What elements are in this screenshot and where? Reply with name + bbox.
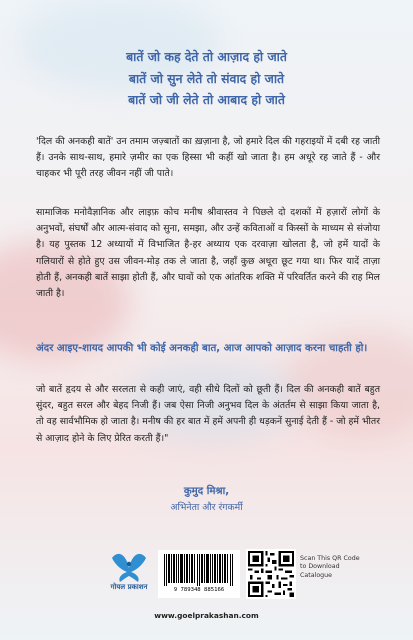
reviewer-credit [0,483,413,516]
poem-block [0,46,413,111]
isbn-barcode [158,550,240,598]
publisher-logo-text: गोयल प्रकाशन [110,583,148,591]
reviewer-name: कुमुद मिश्रा, [183,486,230,497]
isbn-digits: 9 789348 885166 [173,587,225,593]
qr-pattern [248,551,294,597]
poem-line: बातें जो जी लेते तो आबाद हो जाते [128,92,285,107]
poem-line: बातें जो सुन लेते तो संवाद हो जाते [128,70,285,86]
review-quote: जो बातें हृदय से और सरलता से कही जाएं, वही सीधे दिलों को छूती हैं। दिल की अनकही बातें बहुत सुंदर, बहुत सरल और बेहद निजी हैं। जब ऐसा निजी अनुभव दिल के अंतर्तम से साझा किया जाता है, तो वह सार्वभौमिक हो जाता है। मनीष की हर बात में हमें अपनी ही धड़कनें सुनाई देती हैं - जो हमें भीतर से आज़ाद होने के लिए प्रेरित करती हैं।" [36,384,380,444]
qr-code[interactable] [246,549,296,599]
intro-paragraph: 'दिल की अनकही बातें' उन तमाम जज़्बातों का ख़ज़ाना है, जो हमारे दिल की गहराइयों में दबी रह जाती हैं। उनके साथ-साथ, हमारे ज़मीर का एक हिस्सा भी कहीं खो जाता है। हम अधूरे रह जाते हैं - और चाहकर भी पूरी तरह जीवन नहीं जी पाते। [36,136,380,180]
poem-line: बातें जो कह देते तो आज़ाद हो जाते [126,49,287,64]
qr-caption: Scan This QR Code to Download Catalogue [300,555,360,579]
invite-paragraph: अंदर आइए-शायद आपकी भी कोई अनकही बात, आज आपको आज़ाद करना चाहती हो। [36,343,368,354]
publisher-website[interactable]: www.goelprakashan.com [154,611,259,620]
barcode-bars [164,554,234,586]
reviewer-role: अभिनेता और रंगकर्मी [170,502,243,513]
about-paragraph: सामाजिक मनोवैज्ञानिक और लाइफ़ कोच मनीष श्रीवास्तव ने पिछले दो दशकों में हज़ारों लोगों के अनुभवों, संघर्षों और आत्म-संवाद को सुना, समझा, और उन्हें कविताओं व किस्सों के माध्यम से संजोया है। यह पुस्तक 12 अध्यायों में विभाजित है-हर अध्याय एक दरवाज़ा खोलता है, जो हमें यादों के गलियारों से होते हुए उस जीवन-मोड़ तक ले जाता है, जहाँ कुछ अधूरा छूट गया था। फिर यादें ताज़ा होती हैं, अनकही बातें साझा होती हैं, और घावों को एक आंतरिक शक्ति में परिवर्तित करने की राह मिल जाती है। [36,207,380,300]
